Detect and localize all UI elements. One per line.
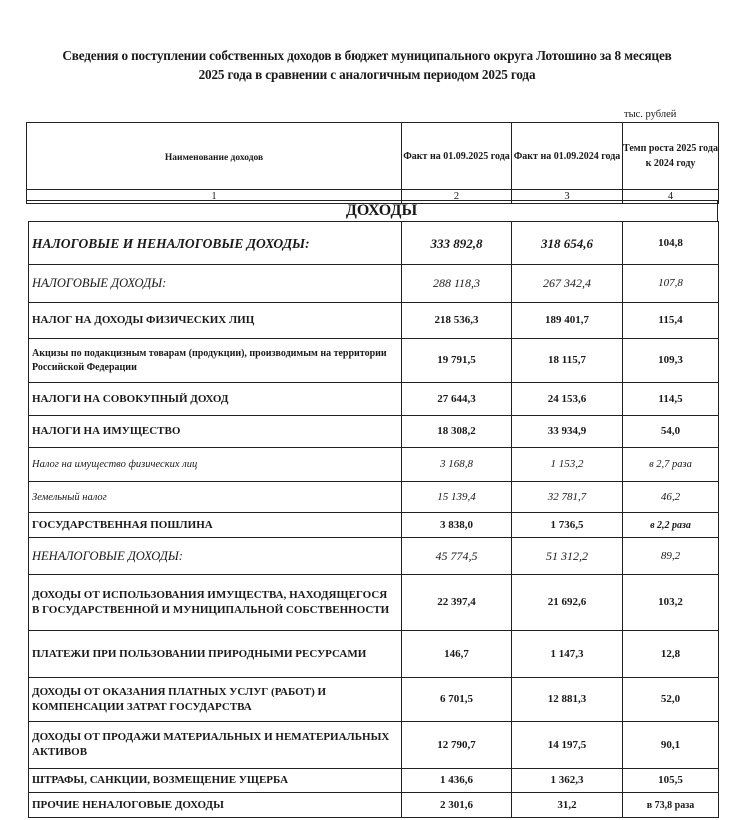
- table-row: [29, 575, 719, 631]
- document-title-line-2: 2025 года в сравнении с аналогичным периодом 2025 года: [198, 67, 536, 82]
- income-name: ГОСУДАРСТВЕННАЯ ПОШЛИНА: [29, 513, 402, 538]
- fact-2024: 189 401,7: [512, 303, 623, 339]
- header-row: [27, 123, 719, 190]
- fact-2025: 333 892,8: [402, 222, 512, 265]
- table-row: [29, 222, 719, 265]
- income-name: ПРОЧИЕ НЕНАЛОГОВЫЕ ДОХОДЫ: [29, 793, 402, 818]
- growth-rate: 52,0: [623, 678, 719, 722]
- growth-rate: 104,8: [623, 222, 719, 265]
- units-label: тыс. рублей: [624, 109, 677, 120]
- header-fact-2024: Факт на 01.09.2024 года: [512, 123, 623, 190]
- fact-2025: 15 139,4: [402, 482, 512, 513]
- fact-2024: 1 736,5: [512, 513, 623, 538]
- table-header: [26, 122, 719, 204]
- column-number: 1: [27, 190, 402, 204]
- growth-rate: 90,1: [623, 722, 719, 769]
- income-name: НАЛОГИ НА СОВОКУПНЫЙ ДОХОД: [29, 383, 402, 416]
- income-name: Земельный налог: [29, 482, 402, 513]
- fact-2024: 18 115,7: [512, 339, 623, 383]
- income-name: ДОХОДЫ ОТ ОКАЗАНИЯ ПЛАТНЫХ УСЛУГ (РАБОТ) И КОМПЕНСАЦИИ ЗАТРАТ ГОСУДАРСТВА: [29, 678, 402, 722]
- fact-2025: 22 397,4: [402, 575, 512, 631]
- table-row: [29, 722, 719, 769]
- income-name: НАЛОГОВЫЕ И НЕНАЛОГОВЫЕ ДОХОДЫ:: [29, 222, 402, 265]
- fact-2024: 318 654,6: [512, 222, 623, 265]
- table-row: [29, 631, 719, 678]
- income-name: ДОХОДЫ ОТ ИСПОЛЬЗОВАНИЯ ИМУЩЕСТВА, НАХОДЯЩЕГОСЯ В ГОСУДАРСТВЕННОЙ И МУНИЦИПАЛЬНОЙ СОБСТВЕННОСТИ: [29, 575, 402, 631]
- table-row: [29, 678, 719, 722]
- fact-2025: 45 774,5: [402, 538, 512, 575]
- growth-rate: в 73,8 раза: [623, 793, 719, 818]
- growth-rate: 115,4: [623, 303, 719, 339]
- fact-2024: 1 362,3: [512, 769, 623, 793]
- fact-2025: 19 791,5: [402, 339, 512, 383]
- income-name: НАЛОГ НА ДОХОДЫ ФИЗИЧЕСКИХ ЛИЦ: [29, 303, 402, 339]
- growth-rate: 12,8: [623, 631, 719, 678]
- fact-2024: 24 153,6: [512, 383, 623, 416]
- table-row: [29, 482, 719, 513]
- fact-2024: 14 197,5: [512, 722, 623, 769]
- growth-rate: 105,5: [623, 769, 719, 793]
- fact-2024: 21 692,6: [512, 575, 623, 631]
- fact-2025: 12 790,7: [402, 722, 512, 769]
- fact-2025: 3 838,0: [402, 513, 512, 538]
- table-row: [29, 448, 719, 482]
- table-row: [29, 769, 719, 793]
- table-row: [29, 513, 719, 538]
- table-row: [29, 793, 719, 818]
- income-table: [28, 221, 719, 818]
- growth-rate: 54,0: [623, 416, 719, 448]
- growth-rate: 107,8: [623, 265, 719, 303]
- income-name: ДОХОДЫ ОТ ПРОДАЖИ МАТЕРИАЛЬНЫХ И НЕМАТЕРИАЛЬНЫХ АКТИВОВ: [29, 722, 402, 769]
- fact-2025: 18 308,2: [402, 416, 512, 448]
- column-number: 4: [623, 190, 719, 204]
- fact-2024: 32 781,7: [512, 482, 623, 513]
- income-name: НАЛОГИ НА ИМУЩЕСТВО: [29, 416, 402, 448]
- income-name: НАЛОГОВЫЕ ДОХОДЫ:: [29, 265, 402, 303]
- income-name: Акцизы по подакцизным товарам (продукции), производимым на территории Российской Федерации: [29, 339, 402, 383]
- document-title-line-1: Сведения о поступлении собственных доходов в бюджет муниципального округа Лотошино за 8 месяцев: [62, 48, 672, 63]
- income-name: ПЛАТЕЖИ ПРИ ПОЛЬЗОВАНИИ ПРИРОДНЫМИ РЕСУРСАМИ: [29, 631, 402, 678]
- document-title: [0, 46, 734, 84]
- table-row: [29, 303, 719, 339]
- header-income-name: Наименование доходов: [27, 123, 402, 190]
- column-number: 2: [402, 190, 512, 204]
- growth-rate: 109,3: [623, 339, 719, 383]
- fact-2025: 27 644,3: [402, 383, 512, 416]
- growth-rate: 46,2: [623, 482, 719, 513]
- fact-2024: 1 147,3: [512, 631, 623, 678]
- income-table-body: [29, 222, 719, 818]
- growth-rate: 114,5: [623, 383, 719, 416]
- fact-2025: 3 168,8: [402, 448, 512, 482]
- fact-2024: 33 934,9: [512, 416, 623, 448]
- fact-2025: 2 301,6: [402, 793, 512, 818]
- table-row: [29, 538, 719, 575]
- growth-rate: в 2,7 раза: [623, 448, 719, 482]
- growth-rate: 89,2: [623, 538, 719, 575]
- header-growth-rate: Темп роста 2025 года к 2024 году: [623, 123, 719, 190]
- fact-2024: 267 342,4: [512, 265, 623, 303]
- fact-2025: 288 118,3: [402, 265, 512, 303]
- fact-2025: 1 436,6: [402, 769, 512, 793]
- header-fact-2025: Факт на 01.09.2025 года: [402, 123, 512, 190]
- column-number: 3: [512, 190, 623, 204]
- fact-2024: 12 881,3: [512, 678, 623, 722]
- fact-2025: 146,7: [402, 631, 512, 678]
- fact-2025: 218 536,3: [402, 303, 512, 339]
- fact-2024: 1 153,2: [512, 448, 623, 482]
- growth-rate: 103,2: [623, 575, 719, 631]
- income-name: НЕНАЛОГОВЫЕ ДОХОДЫ:: [29, 538, 402, 575]
- fact-2024: 51 312,2: [512, 538, 623, 575]
- fact-2024: 31,2: [512, 793, 623, 818]
- table-row: [29, 383, 719, 416]
- fact-2025: 6 701,5: [402, 678, 512, 722]
- income-name: ШТРАФЫ, САНКЦИИ, ВОЗМЕЩЕНИЕ УЩЕРБА: [29, 769, 402, 793]
- table-row: [29, 265, 719, 303]
- table-row: [29, 416, 719, 448]
- section-title-income: ДОХОДЫ: [26, 200, 718, 221]
- income-name: Налог на имущество физических лиц: [29, 448, 402, 482]
- growth-rate: в 2,2 раза: [623, 513, 719, 538]
- table-row: [29, 339, 719, 383]
